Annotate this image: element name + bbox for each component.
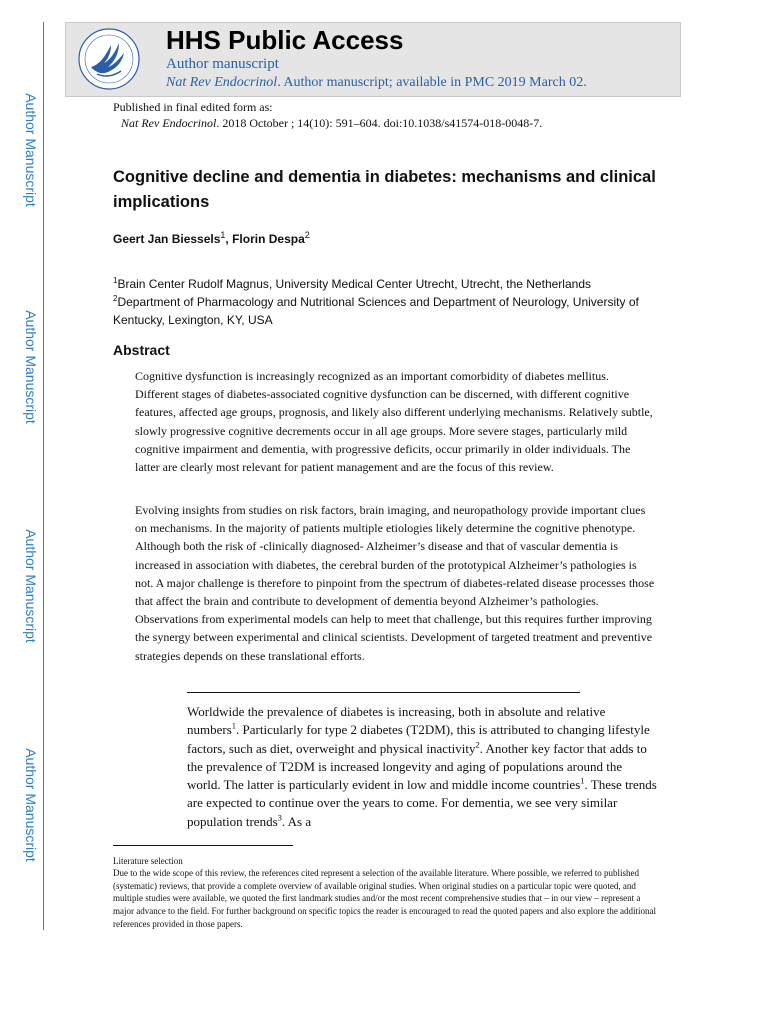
author-list: Geert Jan Biessels$^1$, Florin Despa$^2$ — [113, 230, 310, 246]
reference-link[interactable]: 2 — [475, 739, 480, 750]
footnote-rule — [113, 845, 293, 846]
reference-link[interactable]: 1 — [580, 775, 585, 786]
side-label-4: Author Manuscript — [23, 748, 40, 862]
abstract-heading: Abstract — [113, 342, 170, 358]
hhs-title: HHS Public Access — [166, 25, 404, 55]
side-label-1: Author Manuscript — [23, 93, 40, 207]
journal-availability: Nat Rev Endocrinol. Author manuscript; available in PMC 2019 March 02. — [166, 75, 587, 90]
side-label-3: Author Manuscript — [23, 529, 40, 643]
margin-rule — [43, 22, 44, 930]
footnote-title: Literature selection — [113, 856, 183, 866]
hhs-header — [65, 22, 681, 97]
citation-line: Nat Rev Endocrinol. 2018 October ; 14(10): 591–604. doi:10.1038/s41574-018-0048-7. — [121, 116, 543, 130]
hhs-eagle-logo-icon — [77, 27, 141, 91]
reference-link[interactable]: 3 — [277, 812, 282, 823]
side-label-2: Author Manuscript — [23, 310, 40, 424]
published-label: Published in final edited form as: — [113, 100, 273, 114]
article-title: Cognitive decline and dementia in diabetes: mechanisms and clinical implications — [113, 168, 656, 211]
abstract-separator — [187, 692, 580, 693]
reference-link[interactable]: 1 — [231, 720, 237, 731]
author-manuscript-label: Author manuscript — [166, 56, 279, 72]
footnote-text: Due to the wide scope of this review, the references cited represent a selection of the available literature. Where possible, we referred to published (systematic) reviews, that provide a complete overview of available original studies. When original studies on a particular topic were quoted, and multiple studies were available, we quoted the first landmark studies and/or the most recent comprehensive studies that – in our view – represent a major advance to the field. For further background on specific topics the reader is encouraged to read the quoted papers and also explore the additional references provided in those papers. — [113, 868, 657, 929]
affiliation-2: $^2$Department of Pharmacology and Nutritional Sciences and Department of Neurology, University of Kentucky, Lexington, KY, USA — [113, 294, 639, 327]
abstract-paragraph-2: Evolving insights from studies on risk factors, brain imaging, and neuropathology provide important clues on mechanisms. In the majority of patients multiple etiologies likely determine the cognitive phenotype. Although both the risk of -clinically diagnosed- Alzheimer’s disease and that of vascular dementia is increased in association with diabetes, the cerebral burden of the prototypical Alzheimer’s pathologies is not. A major challenge is therefore to pinpoint from the spectrum of diabetes-related disease processes those that affect the brain and contribute to development of dementia beyond Alzheimer’s pathologies. Observations from experimental models can help to meet that challenge, but this requires further improving the synergy between experimental and clinical scientists. Development of targeted treatment and preventive strategies depends on these translational efforts. — [135, 503, 655, 663]
body-paragraph: Worldwide the prevalence of diabetes is increasing, both in absolute and relative numbers$^1$. Particularly for type 2 diabetes (T2DM), this is attributed to changing lifestyle factors, such as diet, overweight and physical inactivity$^2$. Another key factor that adds to the prevalence of T2DM is increased longevity and aging of populations around the world. The latter is particularly evident in low and middle income countries$^1$. These trends are expected to continue over the years to come. For dementia, we see very similar population trends$^3$. As a — [187, 704, 657, 829]
affiliation-1: $^1$Brain Center Rudolf Magnus, University Medical Center Utrecht, Utrecht, the Netherlands — [113, 276, 591, 291]
abstract-paragraph-1: Cognitive dysfunction is increasingly recognized as an important comorbidity of diabetes mellitus. Different stages of diabetes-associated cognitive dysfunction can be discerned, with different cognitive features, affected age groups, prognosis, and likely also different underlying mechanisms. Relatively subtle, slowly progressive cognitive decrements occur in all age groups. More severe stages, particularly mild cognitive impairment and dementia, with progressive deficits, occur primarily in older individuals. The latter are clearly most relevant for patient management and are the focus of this review. — [135, 369, 653, 475]
